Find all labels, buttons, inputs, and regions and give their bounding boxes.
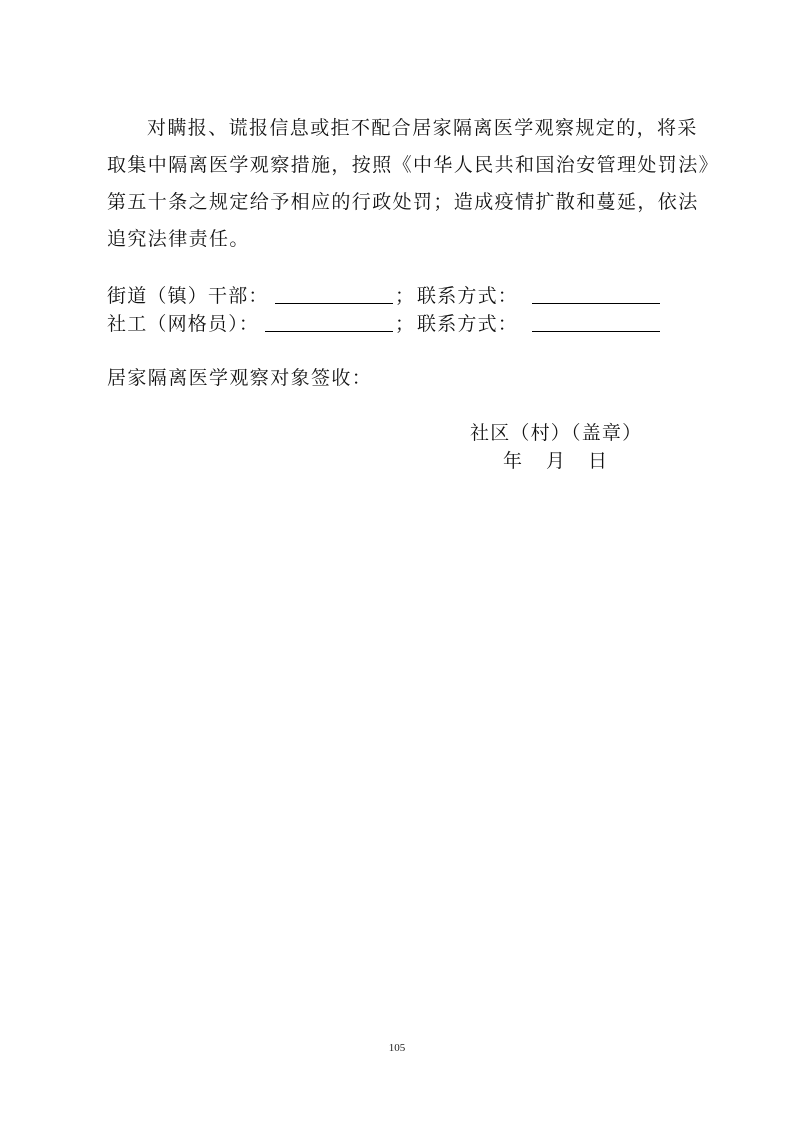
paragraph-line-3: 第五十条之规定给予相应的行政处罚；造成疫情扩散和蔓延，依法 [107,191,699,213]
notice-paragraph [107,110,719,258]
row2-separator: ； [395,313,416,335]
social-worker-label: 社工（网格员）： [107,313,260,335]
street-cadre-label: 街道（镇）干部： [107,285,269,307]
social-worker-name-blank[interactable] [265,331,393,332]
street-cadre-contact-label: 联系方式： [417,285,519,307]
page-number: 105 [388,1042,406,1054]
signature-label: 居家隔离医学观察对象签收： [107,367,373,389]
date-day: 日 [588,450,608,472]
street-cadre-name-blank[interactable] [275,303,393,304]
paragraph-line-2: 取集中隔离医学观察措施，按照《中华人民共和国治安管理处罚法》 [107,154,720,176]
paragraph-line-1: 对瞒报、谎报信息或拒不配合居家隔离医学观察规定的，将采 [147,117,698,139]
paragraph-line-4: 追究法律责任。 [107,228,250,250]
date-month: 月 [546,450,566,472]
row1-separator: ； [395,285,416,307]
street-cadre-contact-blank[interactable] [532,303,660,304]
seal-label: 社区（村）（盖章） [470,422,643,444]
social-worker-contact-blank[interactable] [532,331,660,332]
date-year: 年 [503,450,523,472]
social-worker-contact-label: 联系方式： [417,313,519,335]
